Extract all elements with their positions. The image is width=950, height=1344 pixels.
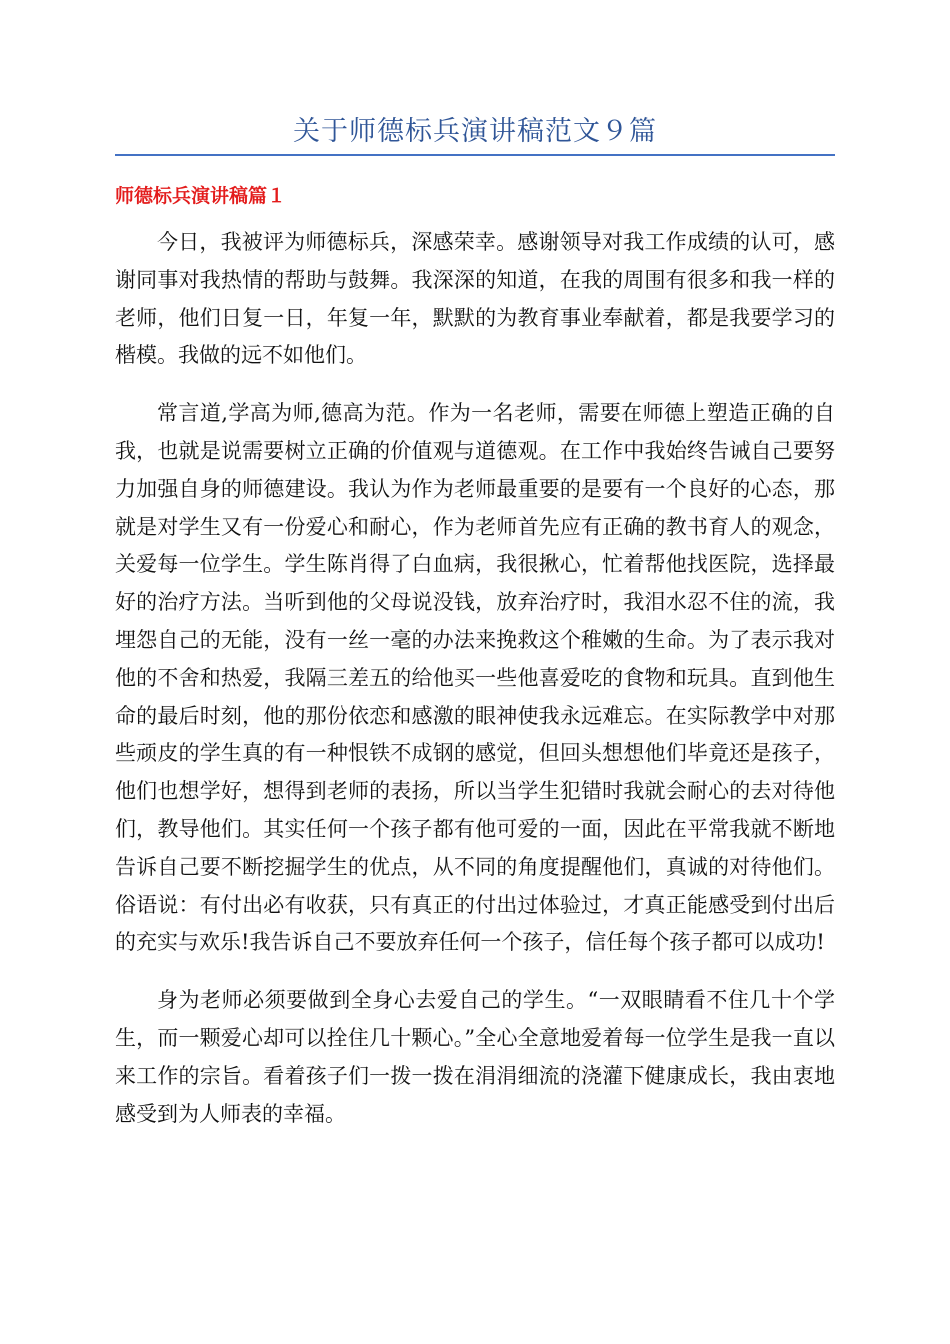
- paragraph-1: 今日，我被评为师德标兵，深感荣幸。感谢领导对我工作成绩的认可，感谢同事对我热情的帮助与鼓舞。我深深的知道，在我的周围有很多和我一样的老师，他们日复一日，年复一年，默默的为教育事业奉献着，都是我要学习的楷模。我做的远不如他们。: [115, 230, 835, 368]
- paragraph-3: 身为老师必须要做到全身心去爱自己的学生。“一双眼睛看不住几十个学生，而一颗爱心却可以拴住几十颗心。”全心全意地爱着每一位学生是我一直以来工作的宗旨。看着孩子们一拨一拨在涓涓细流的浇灌下健康成长，我由衷地感受到为人师表的幸福。: [115, 988, 835, 1126]
- paragraph-2: 常言道,学高为师,德高为范。作为一名老师，需要在师德上塑造正确的自我，也就是说需要树立正确的价值观与道德观。在工作中我始终告诫自己要努力加强自身的师德建设。我认为作为老师最重要的是要有一个良好的心态，那就是对学生又有一份爱心和耐心，作为老师首先应有正确的教书育人的观念，关爱每一位学生。学生陈肖得了白血病，我很揪心，忙着帮他找医院，选择最好的治疗方法。当听到他的父母说没钱，放弃治疗时，我泪水忍不住的流，我埋怨自己的无能，没有一丝一毫的办法来挽救这个稚嫩的生命。为了表示我对他的不舍和热爱，我隔三差五的给他买一些他喜爱吃的食物和玩具。直到他生命的最后时刻，他的那份依恋和感激的眼神使我永远难忘。在实际教学中对那些顽皮的学生真的有一种恨铁不成钢的感觉，但回头想想他们毕竟还是孩子，他们也想学好，想得到老师的表扬，所以当学生犯错时我就会耐心的去对待他们，教导他们。其实任何一个孩子都有他可爱的一面，因此在平常我就不断地告诉自己要不断挖掘学生的优点，从不同的角度提醒他们，真诚的对待他们。俗语说：有付出必有收获，只有真正的付出过体验过，才真正能感受到付出后的充实与欢乐!我告诉自己不要放弃任何一个孩子，信任每个孩子都可以成功!: [115, 401, 835, 955]
- title-divider: [115, 154, 835, 156]
- document-title: 关于师德标兵演讲稿范文９篇: [293, 116, 657, 147]
- section-heading: 师德标兵演讲稿篇１: [115, 185, 287, 207]
- body-text: [115, 224, 835, 1153]
